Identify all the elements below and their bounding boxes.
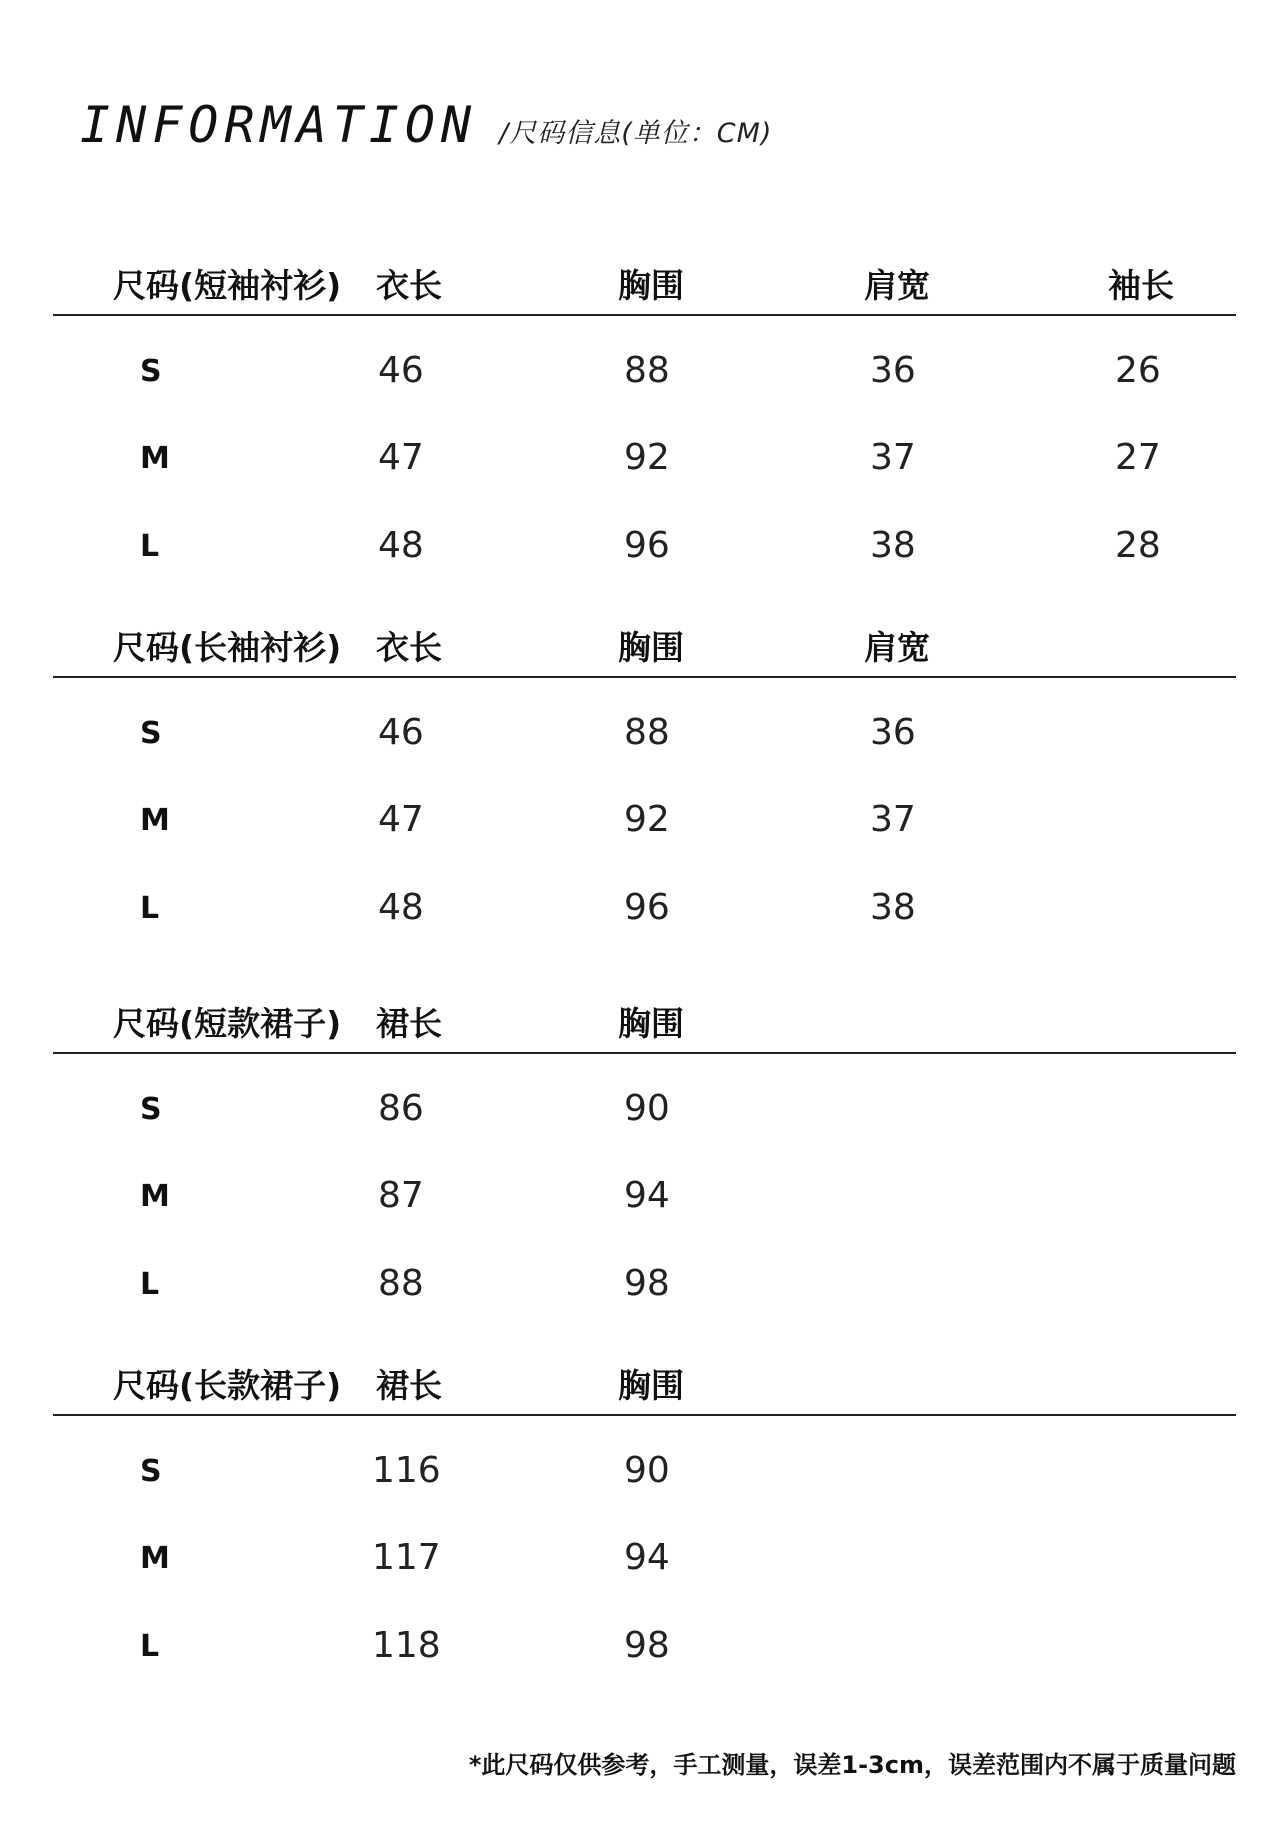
value-cell: 87 — [378, 1175, 424, 1216]
table-row — [0, 712, 1280, 772]
value-cell: 47 — [378, 437, 424, 478]
header-cell-skirt-length: 裙长 — [376, 1366, 442, 1405]
table-row — [0, 1088, 1280, 1148]
value-cell: 88 — [378, 1263, 424, 1304]
size-cell: S — [140, 716, 162, 751]
value-cell: 117 — [372, 1537, 441, 1578]
table-row — [0, 1537, 1280, 1597]
table-row — [0, 799, 1280, 859]
table-row — [0, 887, 1280, 947]
value-cell: 94 — [624, 1175, 670, 1216]
value-cell: 92 — [624, 799, 670, 840]
value-cell: 36 — [870, 712, 916, 753]
value-cell: 116 — [372, 1450, 441, 1491]
table-header-row — [0, 610, 1280, 670]
table-row — [0, 1450, 1280, 1510]
value-cell: 37 — [870, 437, 916, 478]
value-cell: 38 — [870, 525, 916, 566]
value-cell: 48 — [378, 887, 424, 928]
value-cell: 47 — [378, 799, 424, 840]
header-cell-shoulder: 肩宽 — [864, 266, 930, 305]
value-cell: 28 — [1115, 525, 1161, 566]
value-cell: 90 — [624, 1450, 670, 1491]
value-cell: 90 — [624, 1088, 670, 1129]
value-cell: 46 — [378, 712, 424, 753]
value-cell: 96 — [624, 887, 670, 928]
header-cell-size: 尺码(长袖衬衫) — [113, 628, 342, 667]
value-cell: 36 — [870, 350, 916, 391]
page-header — [80, 96, 772, 176]
table-header-row — [0, 986, 1280, 1046]
size-cell: L — [140, 529, 160, 564]
value-cell: 26 — [1115, 350, 1161, 391]
table-row — [0, 1625, 1280, 1685]
size-cell: S — [140, 1092, 162, 1127]
header-cell-size: 尺码(短袖衬衫) — [113, 266, 342, 305]
size-cell: S — [140, 1454, 162, 1489]
header-cell-length: 衣长 — [376, 628, 442, 667]
size-cell: M — [140, 1179, 170, 1214]
size-cell: L — [140, 891, 160, 926]
value-cell: 46 — [378, 350, 424, 391]
value-cell: 92 — [624, 437, 670, 478]
page-title: INFORMATION — [80, 96, 478, 154]
table-row — [0, 437, 1280, 497]
value-cell: 98 — [624, 1263, 670, 1304]
measurement-disclaimer: *此尺码仅供参考，手工测量，误差1-3cm，误差范围内不属于质量问题 — [468, 1751, 1236, 1779]
table-header-row — [0, 1348, 1280, 1408]
value-cell: 48 — [378, 525, 424, 566]
value-cell: 38 — [870, 887, 916, 928]
header-divider — [53, 314, 1236, 316]
table-row — [0, 525, 1280, 585]
size-cell: M — [140, 803, 170, 838]
value-cell: 88 — [624, 350, 670, 391]
header-cell-skirt-length: 裙长 — [376, 1004, 442, 1043]
header-cell-sleeve: 袖长 — [1108, 266, 1174, 305]
header-cell-size: 尺码(长款裙子) — [113, 1366, 342, 1405]
size-cell: M — [140, 1541, 170, 1576]
header-cell-shoulder: 肩宽 — [864, 628, 930, 667]
size-cell: S — [140, 354, 162, 389]
header-cell-chest: 胸围 — [618, 1004, 684, 1043]
header-divider — [53, 676, 1236, 678]
table-row — [0, 1175, 1280, 1235]
size-cell: M — [140, 441, 170, 476]
value-cell: 86 — [378, 1088, 424, 1129]
size-cell: L — [140, 1267, 160, 1302]
table-header-row — [0, 248, 1280, 308]
table-row — [0, 1263, 1280, 1323]
header-cell-chest: 胸围 — [618, 266, 684, 305]
size-cell: L — [140, 1629, 160, 1664]
header-cell-length: 衣长 — [376, 266, 442, 305]
page-subtitle: /尺码信息(单位：CM) — [499, 118, 773, 149]
value-cell: 88 — [624, 712, 670, 753]
value-cell: 27 — [1115, 437, 1161, 478]
value-cell: 96 — [624, 525, 670, 566]
header-divider — [53, 1414, 1236, 1416]
value-cell: 98 — [624, 1625, 670, 1666]
header-cell-chest: 胸围 — [618, 1366, 684, 1405]
value-cell: 37 — [870, 799, 916, 840]
table-row — [0, 350, 1280, 410]
value-cell: 118 — [372, 1625, 441, 1666]
header-cell-size: 尺码(短款裙子) — [113, 1004, 342, 1043]
header-divider — [53, 1052, 1236, 1054]
header-cell-chest: 胸围 — [618, 628, 684, 667]
value-cell: 94 — [624, 1537, 670, 1578]
